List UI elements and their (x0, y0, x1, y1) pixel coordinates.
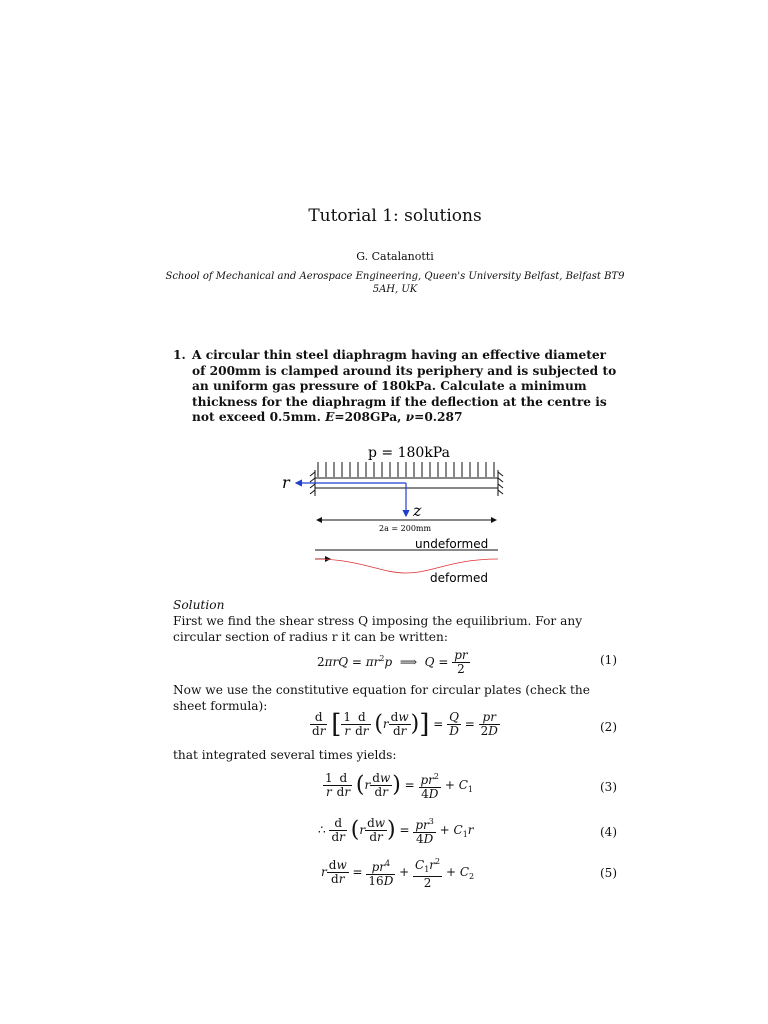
equation-3-number: (3) (600, 780, 617, 794)
equation-4: ∴ $\frac{d}{dr}$ (r $\frac{dw}{dr}$ ) = $\frac{pr^3}{4D}$ + $C_1r$ (318, 816, 474, 846)
equation-5-number: (5) (600, 866, 617, 880)
problem-statement (173, 348, 623, 426)
z-axis-label: z (413, 501, 422, 520)
solution-heading: Solution (173, 598, 225, 612)
solution-para-3: that integrated several times yields: (173, 748, 397, 762)
page-title: Tutorial 1: solutions (308, 206, 482, 226)
equation-1: $2\pi rQ = \pi r^2p$ ⟹ Q = $\frac{pr}{2}$ (317, 648, 468, 676)
equation-3: $\frac{1}{r}$ $\frac{d}{dr}$ (r $\frac{dw}{dr}$ ) = $\frac{pr^2}{4D}$ + $C_1$ (325, 771, 473, 801)
problem-nu-value: =0.287 (414, 410, 463, 424)
problem-number: 1. (173, 348, 186, 362)
deformed-label: deformed (430, 571, 488, 585)
problem-e-symbol: E (325, 410, 335, 424)
r-axis-label: r (282, 473, 290, 492)
author: G. Catalanotti (356, 250, 434, 263)
solution-para-2: Now we use the constitutive equation for circular plates (check the sheet formula): (173, 683, 590, 713)
solution-para-1: First we find the shear stress Q imposing the equilibrium. For any circular section of radius r it can be written: (173, 614, 583, 644)
problem-e-value: =208GPa, (334, 410, 406, 424)
pressure-label: p = 180kPa (368, 445, 450, 461)
equation-2-number: (2) (600, 720, 617, 734)
problem-text-main: A circular thin steel diaphragm having an effective diameter of 200mm is clamped around its periphery and is subjected to an uniform gas pressure of 180kPa. Calculate a minimum thickness for the diaphragm if the deflection at the centre is not exceed 0.5mm. (192, 348, 617, 424)
pressure-arrows (318, 462, 494, 477)
equation-4-number: (4) (600, 825, 617, 839)
equation-5: r $\frac{dw}{dr}$ = $\frac{pr^4}{16D}$ + $\frac{C_1r^2}{2}$ + $C_2$ (321, 857, 475, 890)
problem-nu-symbol: ν (405, 410, 415, 424)
undeformed-label: undeformed (415, 537, 489, 551)
equation-2: $\frac{d}{dr}$ [ $\frac{1}{r}$ $\frac{d}{dr}$ (r $\frac{dw}{dr}$ )] = $\frac{Q}{D}$ = $\frac{pr}{2D}$ (312, 709, 498, 740)
problem-text (192, 348, 623, 426)
affiliation: School of Mechanical and Aerospace Engineering, Queen's University Belfast, Belfast BT9 5AH, UK (165, 271, 625, 295)
right-clamp (498, 470, 503, 496)
dimension-label: 2a = 200mm (379, 524, 432, 533)
plate-diagram (270, 440, 540, 590)
equation-1-number: (1) (600, 653, 617, 667)
